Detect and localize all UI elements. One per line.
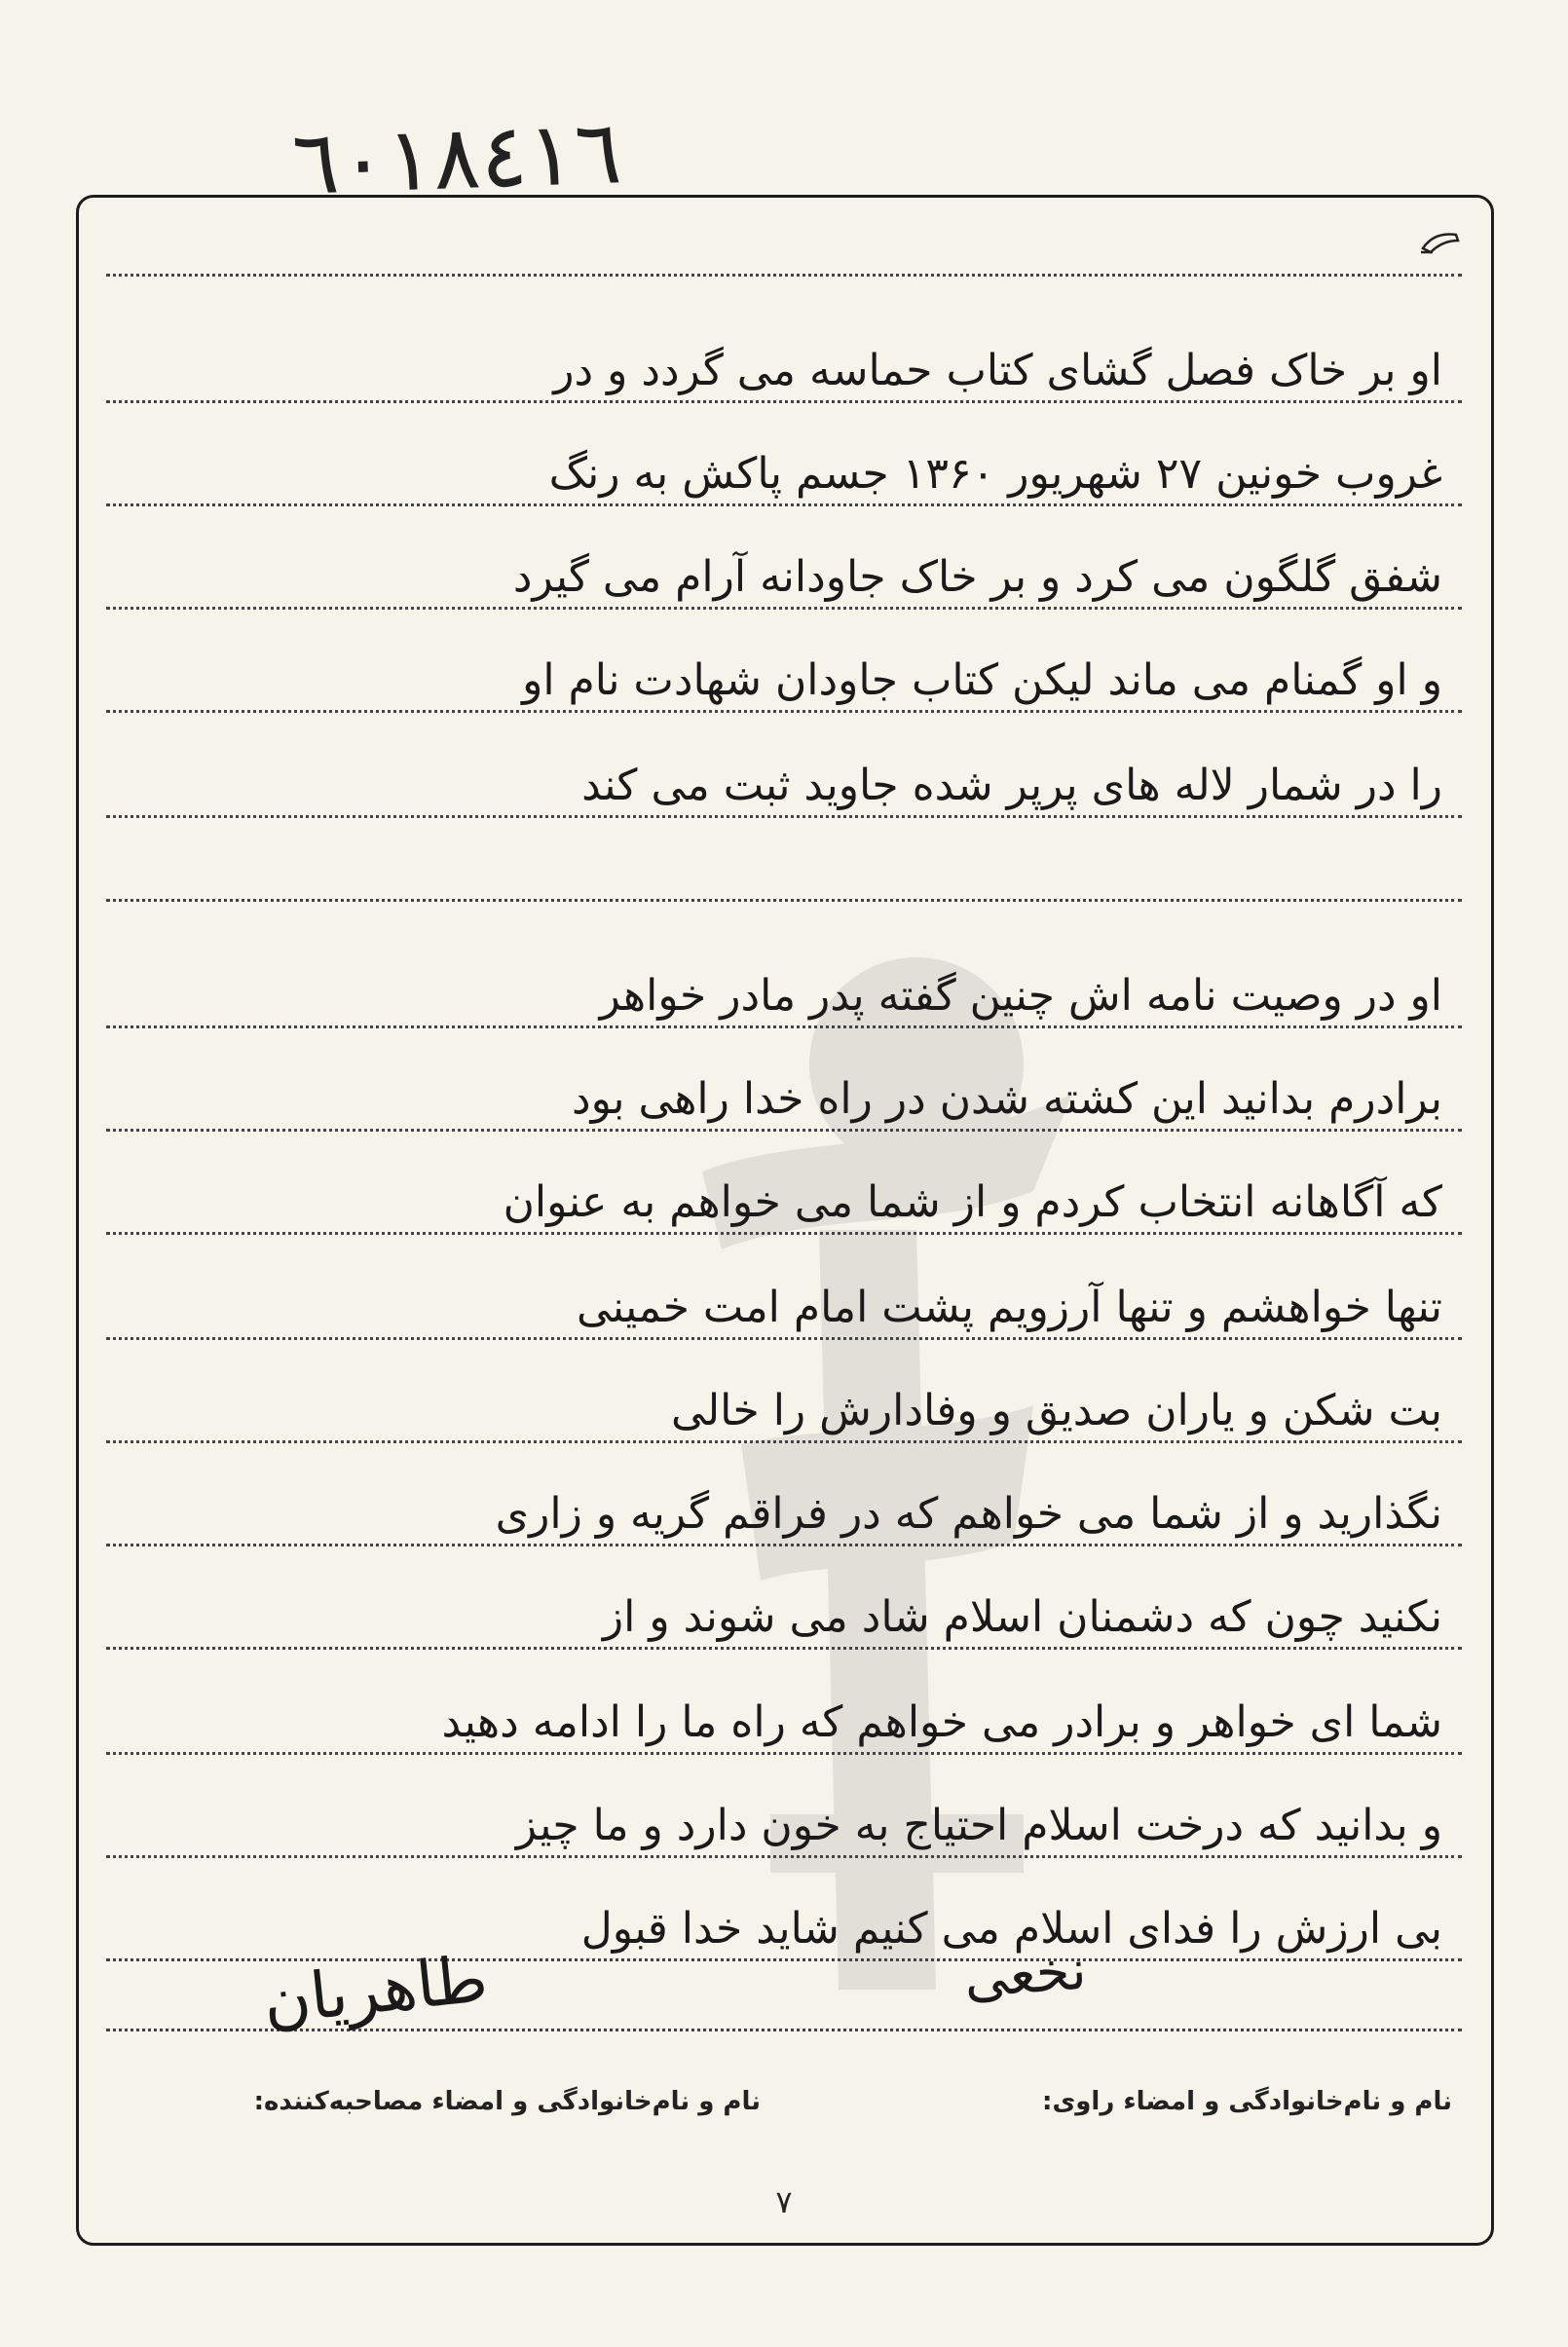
- dotted-line-1: [106, 274, 1462, 277]
- handwritten-line-16: بی ارزش را فدای اسلام می کنیم شاید خدا قبول: [580, 1904, 1442, 1954]
- signature-footer: [108, 2068, 1462, 2136]
- handwritten-line-9: که آگاهانه انتخاب کردم و از شما می خواهم به عنوان: [503, 1177, 1442, 1227]
- writing-hand-icon: [1419, 227, 1462, 256]
- dotted-line-9: [106, 1129, 1462, 1132]
- dotted-line-16: [106, 1855, 1462, 1858]
- narrator-signature: طاهریان: [259, 1941, 492, 2039]
- top-number: ٦٠١٨٤١٦: [290, 101, 624, 215]
- handwritten-line-14: شما ای خواهر و برادر می خواهم که راه ما را ادامه دهید: [441, 1697, 1442, 1747]
- dotted-line-2: [106, 400, 1462, 403]
- dotted-line-5: [106, 710, 1462, 713]
- handwritten-line-2: غروب خونین ۲۷ شهریور ۱۳۶۰ جسم پاکش به رنگ: [548, 449, 1442, 499]
- dotted-line-3: [106, 503, 1462, 506]
- dotted-line-8: [106, 1025, 1462, 1028]
- dotted-line-10: [106, 1232, 1462, 1235]
- interviewer-label: نام و نام‌خانوادگی و امضاء مصاحبه‌کننده:: [253, 2087, 761, 2116]
- handwritten-line-3: شفق گلگون می کرد و بر خاک جاودانه آرام می گیرد: [512, 552, 1442, 602]
- interviewer-signature: نخعی: [961, 1938, 1089, 2011]
- narrator-label: نام و نام‌خانوادگی و امضاء راوی:: [1042, 2087, 1452, 2116]
- handwritten-line-10: تنها خواهشم و تنها آرزویم پشت امام امت خمینی: [577, 1283, 1442, 1332]
- dotted-line-14: [106, 1647, 1462, 1650]
- page-number: ٧: [775, 2183, 793, 2220]
- dotted-line-12: [106, 1440, 1462, 1443]
- form-sheet: [76, 195, 1494, 2246]
- handwritten-line-1: او بر خاک فصل گشای کتاب حماسه می گردد و در: [553, 346, 1442, 395]
- dotted-line-11: [106, 1337, 1462, 1340]
- dotted-line-15: [106, 1752, 1462, 1755]
- handwritten-line-15: و بدانید که درخت اسلام احتیاج به خون دارد و ما چیز: [515, 1801, 1442, 1850]
- handwritten-line-11: بت شکن و یاران صدیق و وفادارش را خالی: [671, 1386, 1442, 1435]
- dotted-line-7: [106, 899, 1462, 902]
- dotted-line-13: [106, 1544, 1462, 1546]
- dotted-line-6: [106, 815, 1462, 818]
- handwritten-line-13: نکنید چون که دشمنان اسلام شاد می شوند و از: [602, 1592, 1442, 1642]
- handwritten-line-5: را در شمار لاله های پرپر شده جاوید ثبت می کند: [581, 761, 1442, 810]
- handwritten-line-12: نگذارید و از شما می خواهم که در فراقم گریه و زاری: [495, 1489, 1442, 1539]
- handwritten-line-8: برادرم بدانید این کشته شدن در راه خدا راهی بود: [571, 1074, 1442, 1124]
- dotted-line-4: [106, 607, 1462, 610]
- handwritten-line-4: و او گمنام می ماند لیکن کتاب جاودان شهادت نام او: [522, 655, 1442, 705]
- handwritten-line-7: او در وصیت نامه اش چنین گفته پدر مادر خواهر: [599, 971, 1442, 1021]
